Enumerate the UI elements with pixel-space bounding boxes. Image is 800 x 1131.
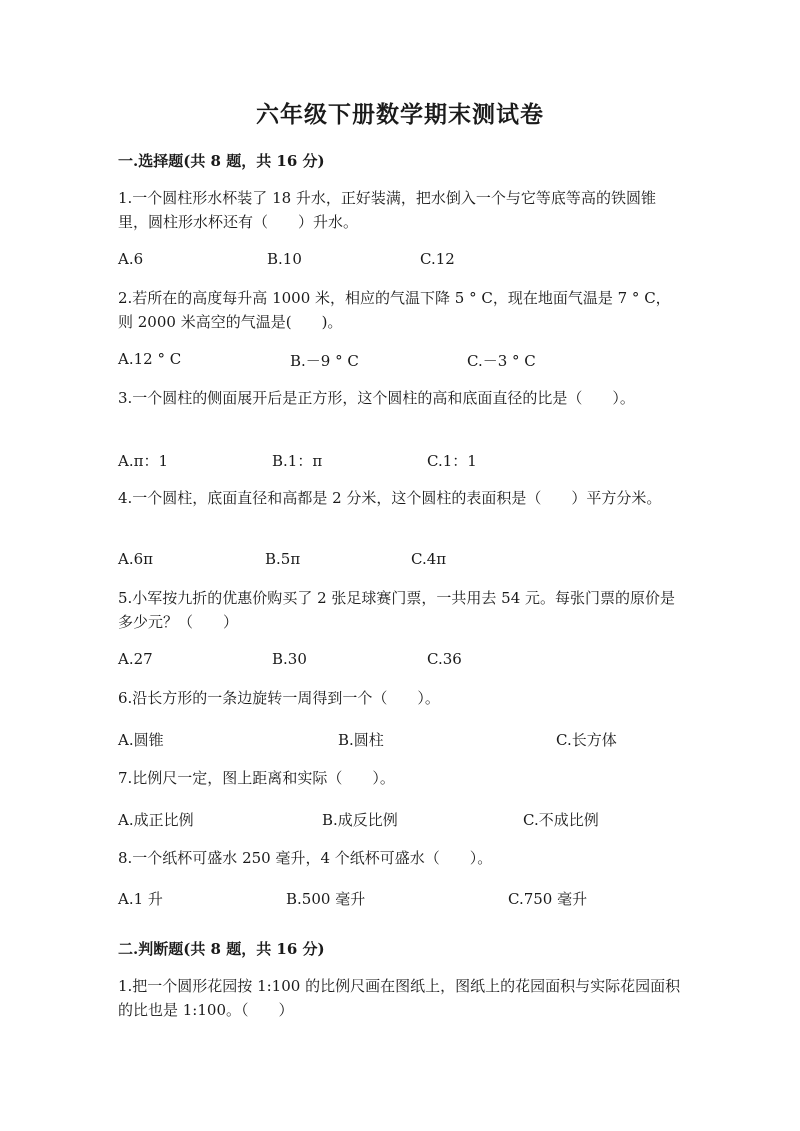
question-text: 5.小军按九折的优惠价购买了 2 张足球赛门票，一共用去 54 元。每张门票的原价是多少元？（ ）: [118, 589, 676, 631]
option-b: B.10: [267, 250, 302, 268]
option-c: C.1：1: [427, 452, 477, 470]
option-a: A.π：1: [118, 452, 169, 470]
section-heading-judgement: 二.判断题(共 8 题，共 16 分): [118, 940, 325, 958]
option-a: A.1 升: [118, 890, 163, 908]
option-b: B.1：π: [272, 452, 323, 470]
option-b: B.成反比例: [322, 811, 398, 829]
question-text: 3.一个圆柱的侧面展开后是正方形，这个圆柱的高和底面直径的比是（ ）。: [118, 389, 635, 407]
question-text: 6.沿长方形的一条边旋转一周得到一个（ ）。: [118, 689, 440, 707]
option-c: C.不成比例: [523, 811, 599, 829]
option-b: B.－9 ° C: [290, 352, 359, 370]
option-c: C.长方体: [556, 731, 617, 749]
section-heading-choice: 一.选择题(共 8 题，共 16 分): [118, 152, 325, 170]
option-b: B.30: [272, 650, 307, 668]
question-text: 4.一个圆柱，底面直径和高都是 2 分米，这个圆柱的表面积是（ ）平方分米。: [118, 489, 662, 507]
page-title: 六年级下册数学期末测试卷: [256, 101, 544, 128]
option-c: C.750 毫升: [508, 890, 588, 908]
option-c: C.4π: [411, 550, 447, 568]
option-b: B.圆柱: [338, 731, 384, 749]
option-c: C.36: [427, 650, 462, 668]
question-text: 2.若所在的高度每升高 1000 米，相应的气温下降 5 ° C，现在地面气温是 7 ° C，则 2000 米高空的气温是( )。: [118, 289, 671, 331]
option-a: A.12 ° C: [118, 350, 182, 368]
option-a: A.6: [118, 250, 144, 268]
question-text: 8.一个纸杯可盛水 250 毫升，4 个纸杯可盛水（ ）。: [118, 849, 493, 867]
option-b: B.500 毫升: [286, 890, 366, 908]
option-a: A.6π: [118, 550, 154, 568]
question-text: 7.比例尺一定，图上距离和实际（ ）。: [118, 769, 395, 787]
option-c: C.－3 ° C: [467, 352, 536, 370]
option-a: A.27: [118, 650, 153, 668]
option-b: B.5π: [265, 550, 301, 568]
option-c: C.12: [420, 250, 455, 268]
option-a: A.圆锥: [118, 731, 164, 749]
question-text: 1.把一个圆形花园按 1:100 的比例尺画在图纸上，图纸上的花园面积与实际花园面积的比也是 1:100。（ ）: [118, 977, 681, 1019]
option-a: A.成正比例: [118, 811, 194, 829]
question-text: 1.一个圆柱形水杯装了 18 升水，正好装满，把水倒入一个与它等底等高的铁圆锥里，圆柱形水杯还有（ ）升水。: [118, 189, 656, 231]
